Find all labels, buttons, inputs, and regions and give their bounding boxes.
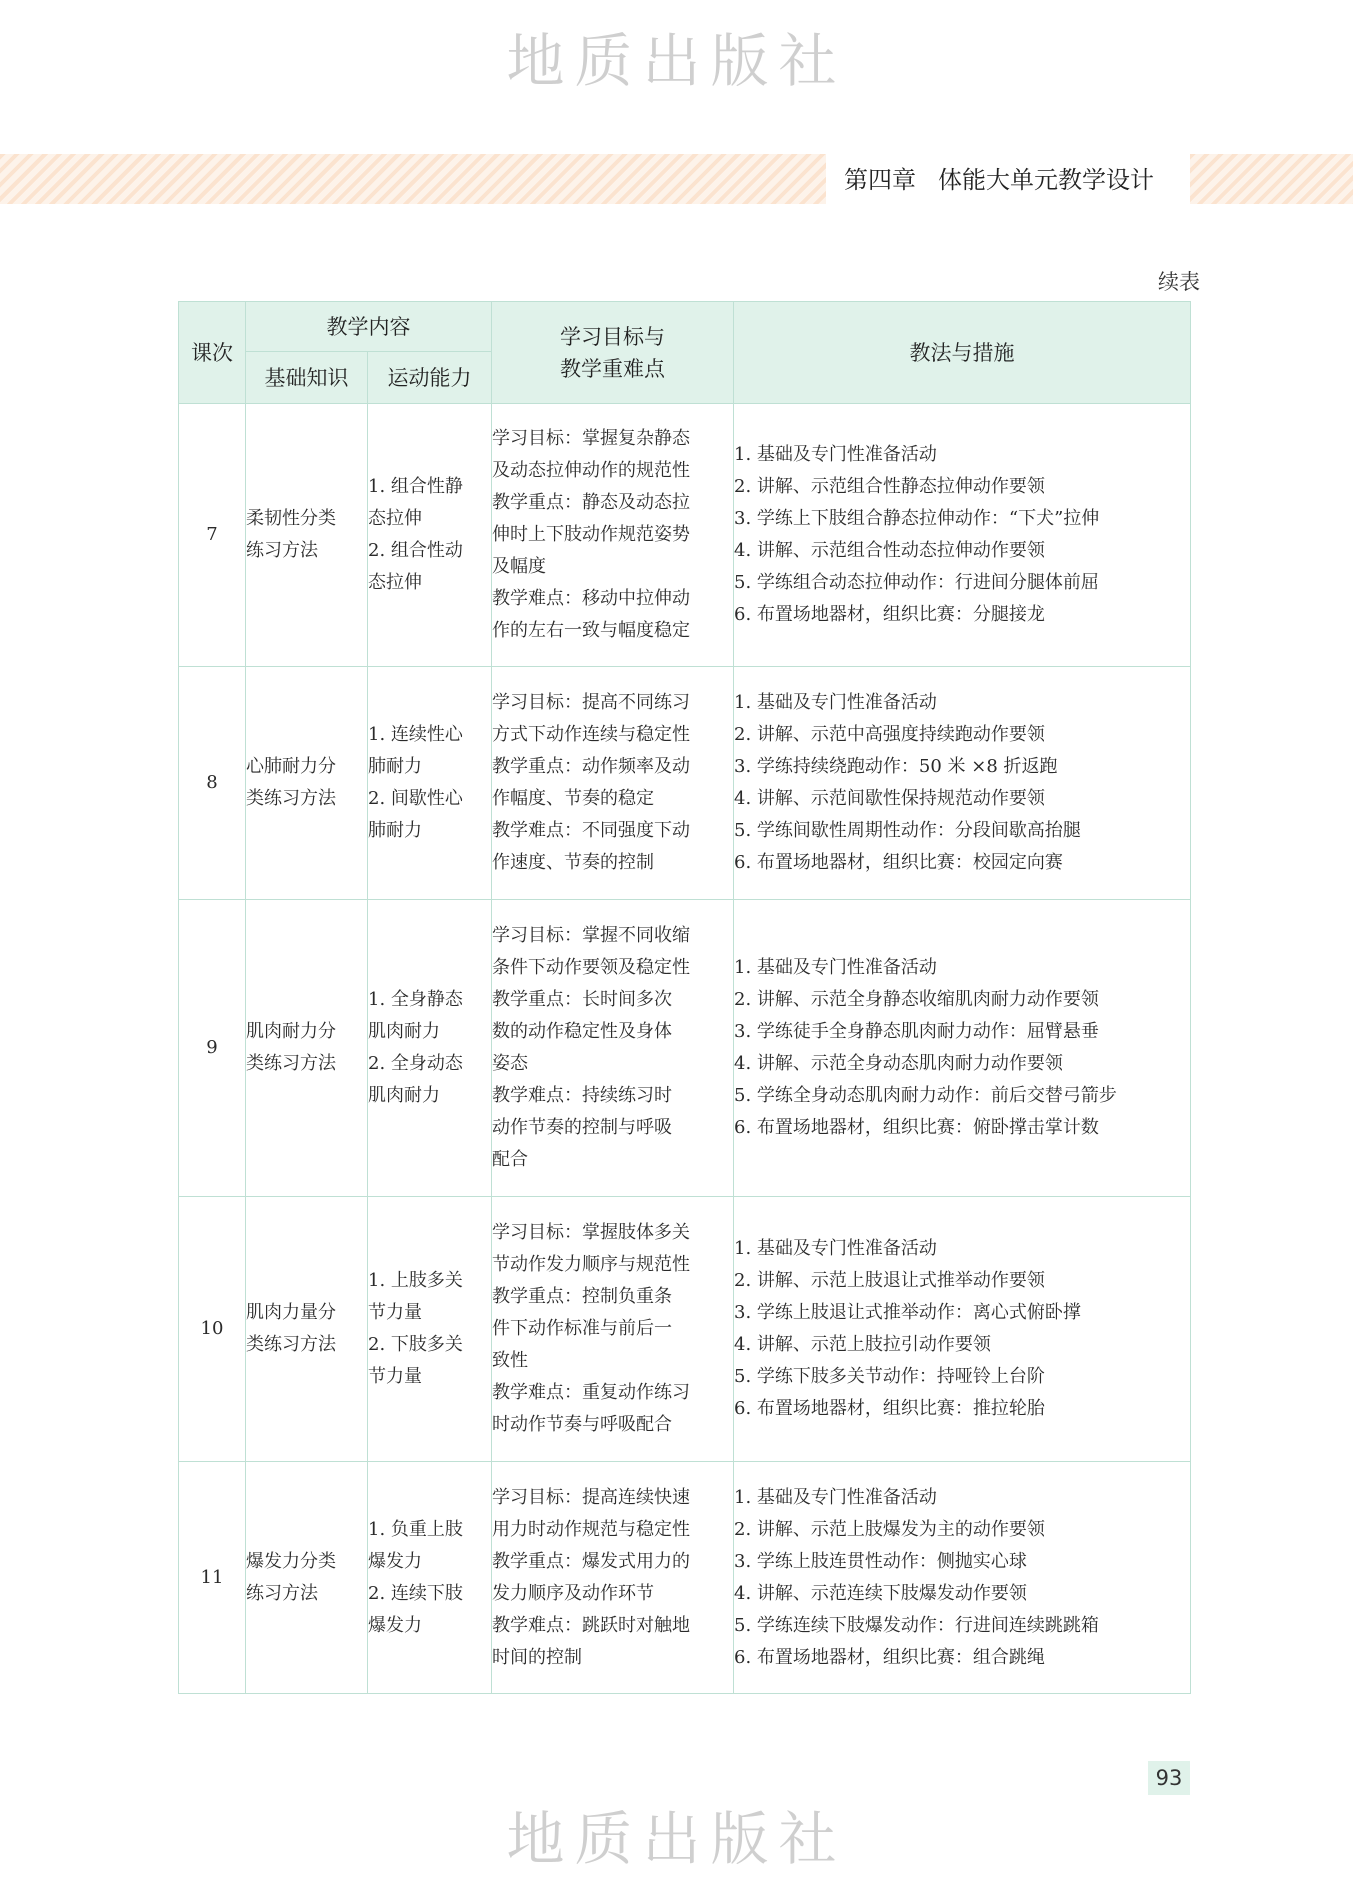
sport-ability-cell-line: 2. 组合性动 <box>368 540 463 561</box>
teaching-method-cell <box>734 404 1191 667</box>
teaching-method-cell-line: 3. 学练持续绕跑动作：50 米 ×8 折返跑 <box>734 756 1058 777</box>
learning-goal-cell-line: 节动作发力顺序与规范性 <box>492 1254 690 1275</box>
table-row <box>179 1197 1191 1462</box>
teaching-method-cell-line: 3. 学练上肢退让式推举动作：离心式俯卧撑 <box>734 1302 1081 1323</box>
teaching-method-cell-line: 4. 讲解、示范全身动态肌肉耐力动作要领 <box>734 1053 1063 1074</box>
sport-ability-cell-line: 1. 连续性心 <box>368 724 463 745</box>
learning-goal-cell-line: 教学难点：跳跃时对触地 <box>492 1614 690 1636</box>
header-content: 教学内容 <box>246 302 492 352</box>
header-goal-line2: 教学重难点 <box>560 356 665 381</box>
basic-knowledge-cell-line: 心肺耐力分 <box>246 756 336 777</box>
teaching-method-cell-line: 6. 布置场地器材，组织比赛：组合跳绳 <box>734 1646 1045 1668</box>
learning-goal-cell-line: 作的左右一致与幅度稳定 <box>492 620 690 641</box>
learning-goal-cell-line: 学习目标：提高不同练习 <box>492 692 690 713</box>
teaching-method-cell-line: 2. 讲解、示范组合性静态拉伸动作要领 <box>734 476 1045 497</box>
header-goal-line1: 学习目标与 <box>560 324 665 349</box>
header-ability: 运动能力 <box>368 352 492 404</box>
teaching-method-cell-line: 1. 基础及专门性准备活动 <box>734 957 937 978</box>
header-basic: 基础知识 <box>246 352 368 404</box>
teaching-method-cell-line: 4. 讲解、示范连续下肢爆发动作要领 <box>734 1582 1027 1604</box>
sport-ability-cell-line: 肌肉耐力 <box>368 1085 440 1106</box>
teaching-method-cell-line: 6. 布置场地器材，组织比赛：推拉轮胎 <box>734 1398 1045 1419</box>
lesson-number: 7 <box>179 404 246 667</box>
sport-ability-cell-line: 节力量 <box>368 1302 422 1323</box>
learning-goal-cell-line: 伸时上下肢动作规范姿势 <box>492 524 690 545</box>
teaching-method-cell-line: 4. 讲解、示范间歇性保持规范动作要领 <box>734 788 1045 809</box>
teaching-method-cell-line: 2. 讲解、示范上肢退让式推举动作要领 <box>734 1270 1045 1291</box>
publisher-watermark-top: 地质出版社 <box>506 27 847 95</box>
basic-knowledge-cell <box>246 667 368 900</box>
learning-goal-cell-line: 教学重点：爆发式用力的 <box>492 1550 690 1572</box>
sport-ability-cell-line: 肺耐力 <box>368 756 422 777</box>
header-band-right <box>1190 154 1353 204</box>
sport-ability-cell-line: 1. 全身静态 <box>368 989 463 1010</box>
table-row <box>179 900 1191 1197</box>
teaching-method-cell <box>734 900 1191 1197</box>
chapter-title: 体能大单元教学设计 <box>938 166 1154 194</box>
learning-goal-cell <box>492 1197 734 1462</box>
learning-goal-cell-line: 条件下动作要领及稳定性 <box>492 957 690 978</box>
teaching-method-cell-line: 4. 讲解、示范上肢拉引动作要领 <box>734 1334 991 1355</box>
learning-goal-cell-line: 教学难点：移动中拉伸动 <box>492 588 690 609</box>
publisher-watermark-bottom: 地质出版社 <box>506 1805 847 1873</box>
basic-knowledge-cell <box>246 404 368 667</box>
learning-goal-cell-line: 教学重点：静态及动态拉 <box>492 492 690 513</box>
lesson-number: 8 <box>179 667 246 900</box>
sport-ability-cell-line: 肺耐力 <box>368 820 422 841</box>
learning-goal-cell-line: 时间的控制 <box>492 1646 582 1668</box>
learning-goal-cell-line: 学习目标：掌握复杂静态 <box>492 428 690 449</box>
teaching-method-cell <box>734 1197 1191 1462</box>
teaching-method-cell-line: 1. 基础及专门性准备活动 <box>734 1238 937 1259</box>
learning-goal-cell-line: 方式下动作连续与稳定性 <box>492 724 690 745</box>
learning-goal-cell-line: 姿态 <box>492 1053 528 1074</box>
learning-goal-cell-line: 时动作节奏与呼吸配合 <box>492 1414 672 1435</box>
learning-goal-cell <box>492 404 734 667</box>
basic-knowledge-cell-line: 类练习方法 <box>246 1053 336 1074</box>
learning-goal-cell-line: 数的动作稳定性及身体 <box>492 1021 672 1042</box>
sport-ability-cell <box>368 1462 492 1694</box>
basic-knowledge-cell-line: 类练习方法 <box>246 788 336 809</box>
sport-ability-cell-line: 2. 全身动态 <box>368 1053 463 1074</box>
header-methods: 教法与措施 <box>734 302 1191 404</box>
learning-goal-cell-line: 教学重点：控制负重条 <box>492 1286 672 1307</box>
learning-goal-cell-line: 学习目标：提高连续快速 <box>492 1486 690 1508</box>
lesson-number: 10 <box>179 1197 246 1462</box>
sport-ability-cell-line: 节力量 <box>368 1366 422 1387</box>
learning-goal-cell-line: 配合 <box>492 1149 528 1170</box>
basic-knowledge-cell-line: 肌肉耐力分 <box>246 1021 336 1042</box>
teaching-method-cell-line: 5. 学练下肢多关节动作：持哑铃上台阶 <box>734 1366 1045 1387</box>
teaching-method-cell-line: 4. 讲解、示范组合性动态拉伸动作要领 <box>734 540 1045 561</box>
basic-knowledge-cell <box>246 1462 368 1694</box>
header-lesson: 课次 <box>179 302 246 404</box>
basic-knowledge-cell-line: 练习方法 <box>246 540 318 561</box>
teaching-method-cell-line: 6. 布置场地器材，组织比赛：俯卧撑击掌计数 <box>734 1117 1099 1138</box>
learning-goal-cell-line: 件下动作标准与前后一 <box>492 1318 672 1339</box>
page-number: 93 <box>1148 1761 1190 1795</box>
teaching-method-cell-line: 1. 基础及专门性准备活动 <box>734 444 937 465</box>
sport-ability-cell-line: 爆发力 <box>368 1550 422 1572</box>
sport-ability-cell <box>368 900 492 1197</box>
learning-goal-cell-line: 作幅度、节奏的稳定 <box>492 788 654 809</box>
teaching-method-cell-line: 2. 讲解、示范中高强度持续跑动作要领 <box>734 724 1045 745</box>
teaching-method-cell <box>734 667 1191 900</box>
teaching-method-cell-line: 6. 布置场地器材，组织比赛：校园定向赛 <box>734 852 1063 873</box>
teaching-method-cell <box>734 1462 1191 1694</box>
basic-knowledge-cell-line: 爆发力分类 <box>246 1550 336 1572</box>
sport-ability-cell-line: 1. 负重上肢 <box>368 1518 463 1540</box>
basic-knowledge-cell-line: 类练习方法 <box>246 1334 336 1355</box>
sport-ability-cell-line: 1. 上肢多关 <box>368 1270 463 1291</box>
learning-goal-cell-line: 及幅度 <box>492 556 546 577</box>
learning-goal-cell-line: 及动态拉伸动作的规范性 <box>492 460 690 481</box>
learning-goal-cell-line: 教学重点：长时间多次 <box>492 989 672 1010</box>
continued-label: 续表 <box>1158 270 1200 294</box>
header-band-left <box>0 154 826 204</box>
teaching-method-cell-line: 1. 基础及专门性准备活动 <box>734 692 937 713</box>
teaching-method-cell-line: 5. 学练全身动态肌肉耐力动作：前后交替弓箭步 <box>734 1085 1117 1106</box>
basic-knowledge-cell-line: 柔韧性分类 <box>246 508 336 529</box>
table-row <box>179 1462 1191 1694</box>
basic-knowledge-cell-line: 练习方法 <box>246 1582 318 1604</box>
lesson-number: 11 <box>179 1462 246 1694</box>
sport-ability-cell-line: 2. 下肢多关 <box>368 1334 463 1355</box>
table-row <box>179 667 1191 900</box>
sport-ability-cell-line: 爆发力 <box>368 1614 422 1636</box>
learning-goal-cell-line: 动作节奏的控制与呼吸 <box>492 1117 672 1138</box>
sport-ability-cell-line: 肌肉耐力 <box>368 1021 440 1042</box>
learning-goal-cell-line: 学习目标：掌握肢体多关 <box>492 1222 690 1243</box>
basic-knowledge-cell <box>246 900 368 1197</box>
sport-ability-cell <box>368 404 492 667</box>
teaching-method-cell-line: 2. 讲解、示范上肢爆发为主的动作要领 <box>734 1518 1045 1540</box>
learning-goal-cell <box>492 900 734 1197</box>
learning-goal-cell-line: 作速度、节奏的控制 <box>492 852 654 873</box>
teaching-method-cell-line: 2. 讲解、示范全身静态收缩肌肉耐力动作要领 <box>734 989 1099 1010</box>
sport-ability-cell-line: 态拉伸 <box>368 508 422 529</box>
teaching-method-cell-line: 6. 布置场地器材，组织比赛：分腿接龙 <box>734 604 1045 625</box>
teaching-method-cell-line: 3. 学练徒手全身静态肌肉耐力动作：屈臂悬垂 <box>734 1021 1099 1042</box>
sport-ability-cell-line: 态拉伸 <box>368 572 422 593</box>
sport-ability-cell-line: 2. 间歇性心 <box>368 788 463 809</box>
teaching-method-cell-line: 5. 学练组合动态拉伸动作：行进间分腿体前屈 <box>734 572 1099 593</box>
lesson-table <box>178 301 1191 1694</box>
learning-goal-cell-line: 教学难点：持续练习时 <box>492 1085 672 1106</box>
sport-ability-cell-line: 1. 组合性静 <box>368 476 463 497</box>
teaching-method-cell-line: 5. 学练连续下肢爆发动作：行进间连续跳跳箱 <box>734 1614 1099 1636</box>
sport-ability-cell <box>368 1197 492 1462</box>
basic-knowledge-cell <box>246 1197 368 1462</box>
teaching-method-cell-line: 1. 基础及专门性准备活动 <box>734 1486 937 1508</box>
learning-goal-cell <box>492 667 734 900</box>
learning-goal-cell-line: 教学难点：重复动作练习 <box>492 1382 690 1403</box>
learning-goal-cell-line: 教学难点：不同强度下动 <box>492 820 690 841</box>
chapter-heading <box>844 160 1184 200</box>
learning-goal-cell-line: 用力时动作规范与稳定性 <box>492 1518 690 1540</box>
learning-goal-cell-line: 发力顺序及动作环节 <box>492 1582 654 1604</box>
sport-ability-cell <box>368 667 492 900</box>
sport-ability-cell-line: 2. 连续下肢 <box>368 1582 463 1604</box>
teaching-method-cell-line: 3. 学练上肢连贯性动作：侧抛实心球 <box>734 1550 1027 1572</box>
chapter-number: 第四章 <box>844 166 916 194</box>
learning-goal-cell-line: 教学重点：动作频率及动 <box>492 756 690 777</box>
basic-knowledge-cell-line: 肌肉力量分 <box>246 1302 336 1323</box>
teaching-method-cell-line: 3. 学练上下肢组合静态拉伸动作：“下犬”拉伸 <box>734 508 1100 529</box>
learning-goal-cell-line: 学习目标：掌握不同收缩 <box>492 925 690 946</box>
learning-goal-cell <box>492 1462 734 1694</box>
table-row <box>179 404 1191 667</box>
lesson-number: 9 <box>179 900 246 1197</box>
learning-goal-cell-line: 致性 <box>492 1350 528 1371</box>
teaching-method-cell-line: 5. 学练间歇性周期性动作：分段间歇高抬腿 <box>734 820 1081 841</box>
header-goal <box>492 302 734 404</box>
